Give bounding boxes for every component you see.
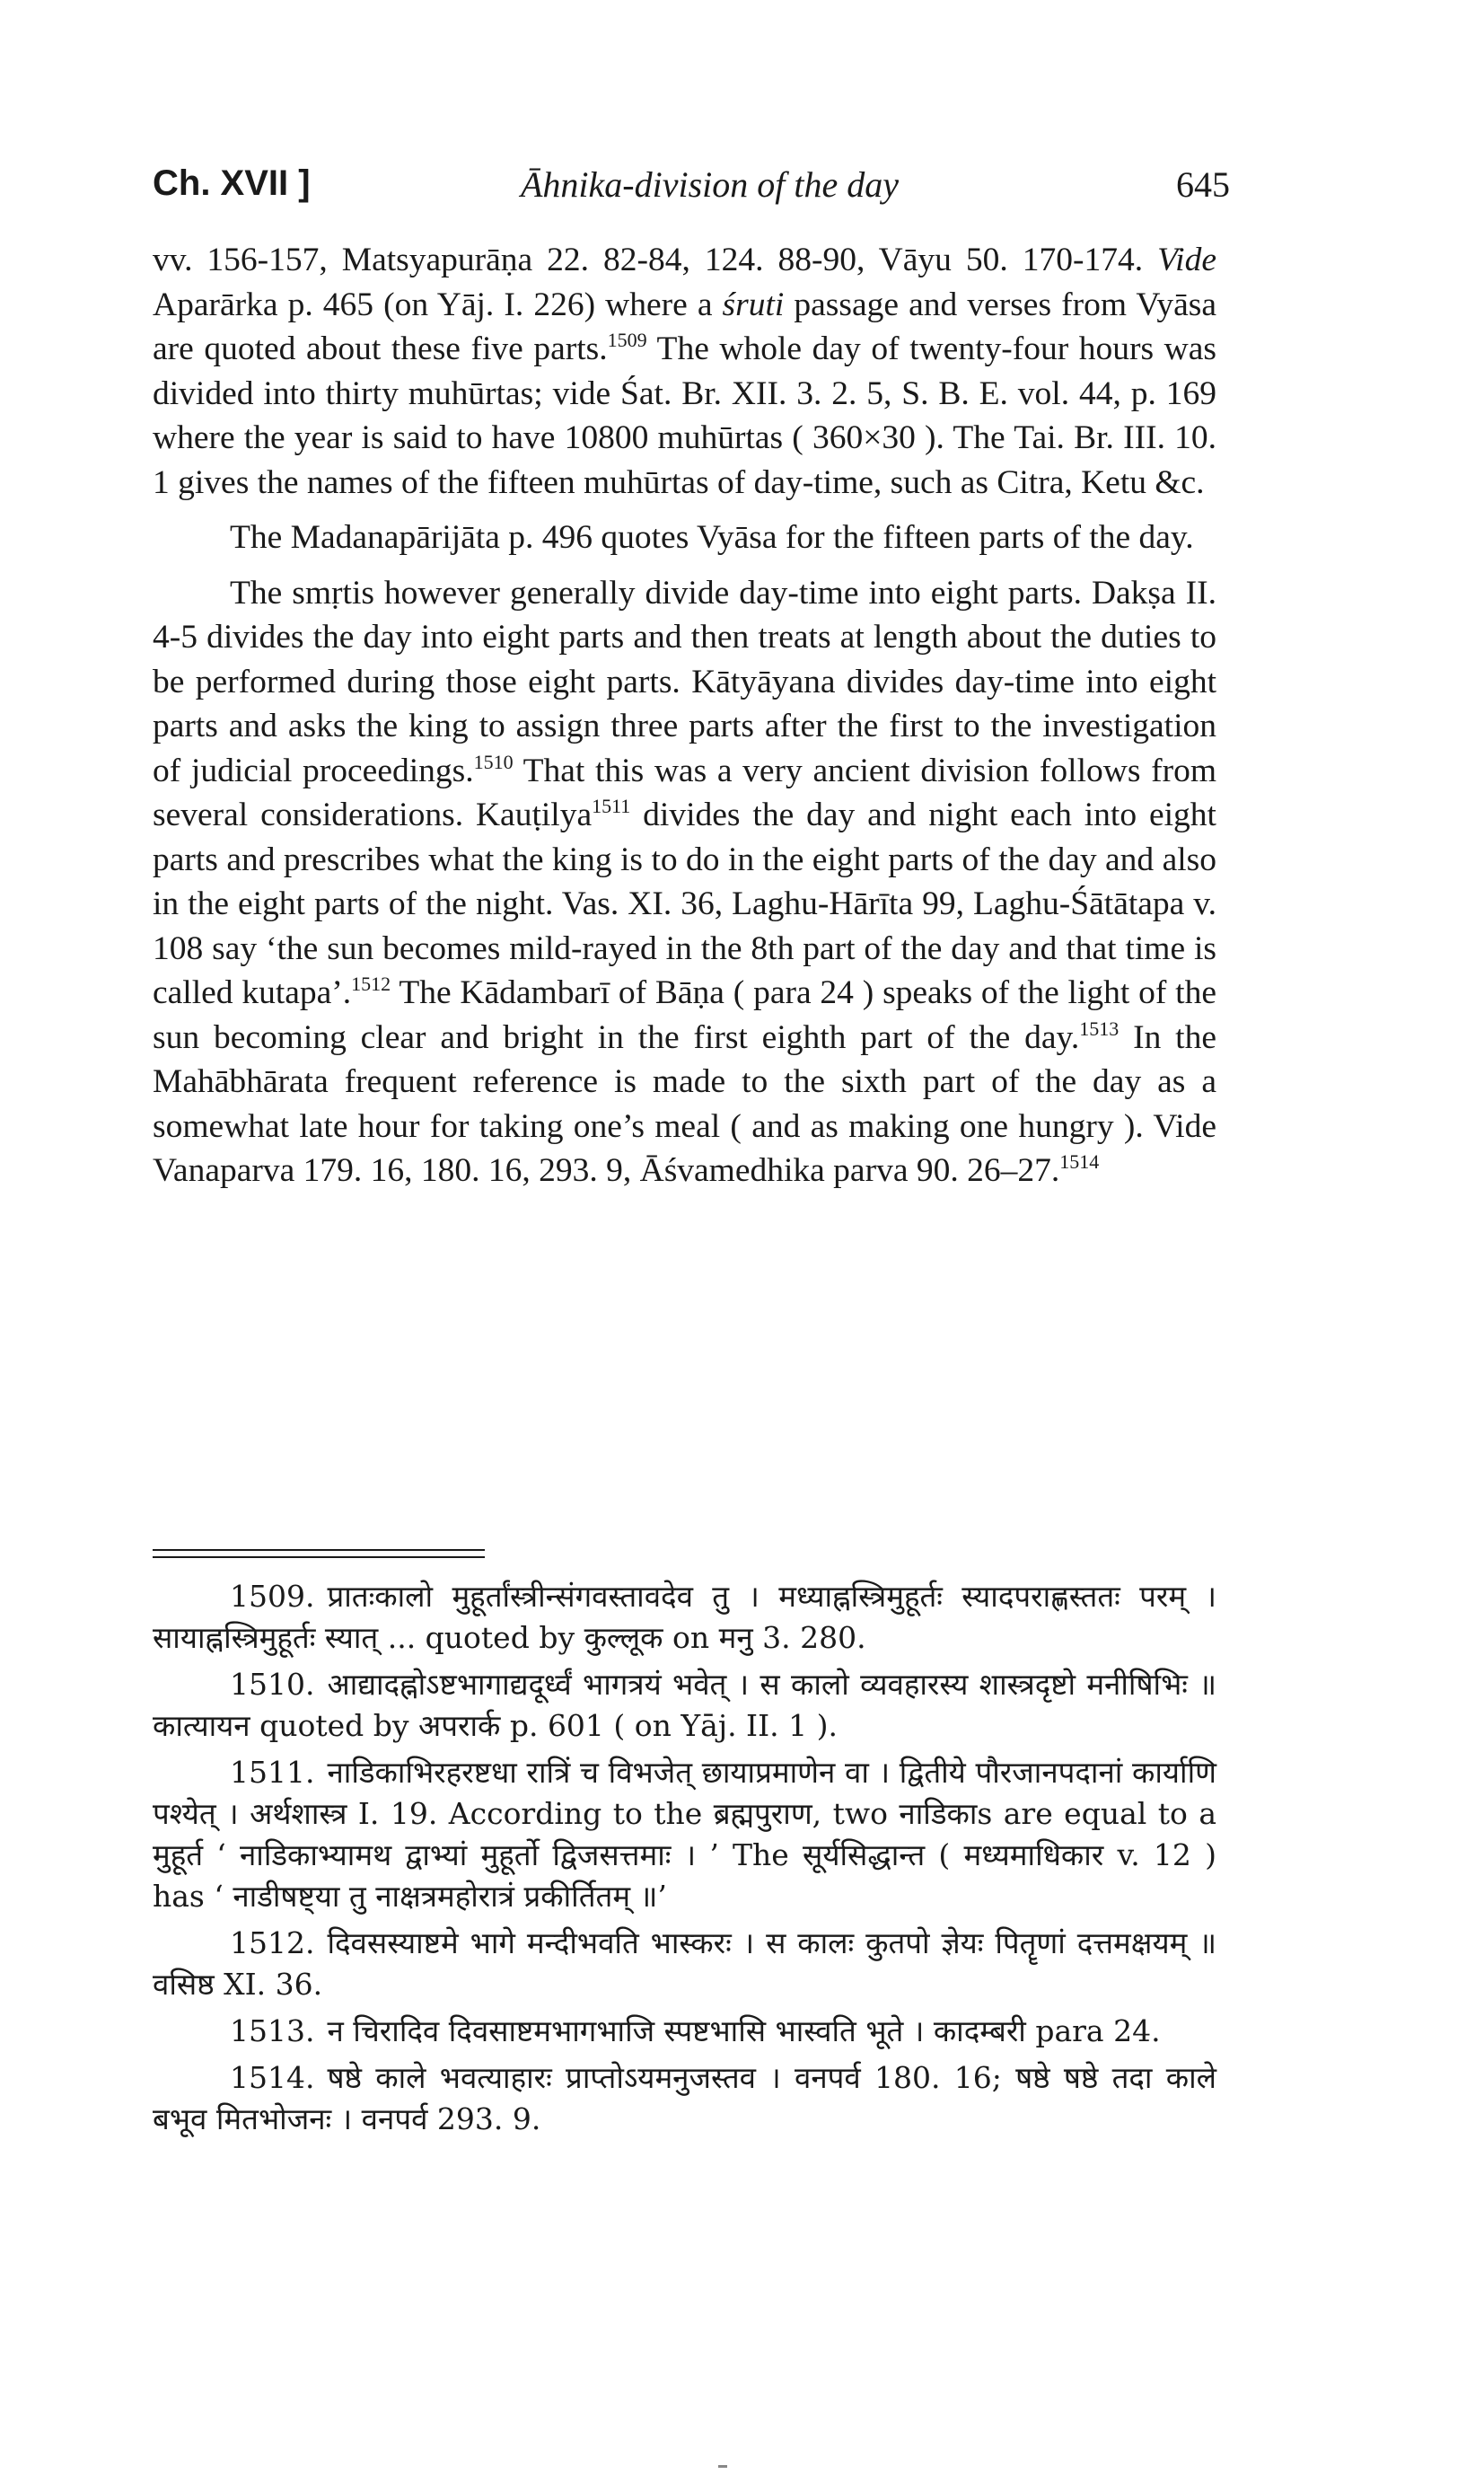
text-run: That this was a very ancient division follows from several considerations. Kauṭilya	[153, 752, 1216, 833]
footnotes	[153, 1576, 1216, 2145]
footnote-text: नाडिकाभिरहरष्टधा रात्रिं च विभजेत् छायाप्रमाणेन वा । द्वितीये पौरजानपदानां कार्याणि पश्येत् । अर्थशास्त्र I. 19. According to the ब्रह्मपुराण, two नाडिकाs are equal to a मुहूर्त ‘ नाडिकाभ्यामथ द्वाभ्यां मुहूर्तो द्विजसत्तमाः । ’ The सूर्यसिद्धान्त ( मध्यमाधिकार v. 12 ) has ‘ नाडीषष्ट्या तु नाक्षत्रमहोरात्रं प्रकीर्तितम् ॥’	[153, 1755, 1216, 1914]
running-header	[153, 163, 1320, 217]
footnote-divider	[153, 1549, 485, 1558]
footnote-text: षष्ठे काले भवत्याहारः प्राप्तोऽयमनुजस्तव । वनपर्व 180. 16; षष्ठे षष्ठे तदा काले बभूव मितभोजनः । वनपर्व 293. 9.	[153, 2060, 1216, 2136]
footnote-1510	[153, 1664, 1216, 1747]
footnote-ref: 1509	[607, 329, 647, 351]
italic-vide: Vide	[1157, 242, 1216, 278]
footnote-1509	[153, 1576, 1216, 1659]
text-run: The smṛtis however generally divide day-time into eight parts. Dakṣa II. 4-5 divides the day into eight parts and then treats at length about the duties to be performed during those eight parts. Kātyāyana divides day-time into eight parts and asks the king to assign three parts after the first to the investigation of judicial proceedings.	[153, 574, 1216, 789]
running-title: Āhnika-division of the day	[521, 164, 900, 205]
text-run: passage and verses from Vyāsa are quoted about these five parts.	[153, 286, 1216, 367]
footnote-number: 1513.	[230, 2013, 315, 2048]
footnote-1514	[153, 2057, 1216, 2140]
paragraph-1	[153, 238, 1216, 505]
footnote-ref: 1511	[592, 795, 631, 817]
footnote-ref: 1514	[1059, 1150, 1100, 1173]
text-run: vv. 156-157, Matsyapurāṇa 22. 82-84, 124. 88-90, Vāyu 50. 170-174.	[153, 242, 1158, 278]
text-run: In the Mahābhārata frequent reference is made to the sixth part of the day as a somewhat late hour for taking one’s meal ( and as making one hungry ). Vide Vanaparva 179. 16, 180. 16, 293. 9, Āśvamedhika parva 90. 26–27.	[153, 1018, 1216, 1189]
paragraph-2: The Madanapārijāta p. 496 quotes Vyāsa for the fifteen parts of the day.	[230, 519, 1194, 556]
page-number: 645	[1176, 164, 1230, 205]
footnote-1511	[153, 1752, 1216, 1917]
footnote-number: 1512.	[230, 1925, 315, 1960]
footnote-text: आद्यादह्नोऽष्टभागाद्यदूर्ध्वं भागत्रयं भवेत् । स कालो व्यवहारस्य शास्त्रदृष्टो मनीषिभिः ॥ कात्यायन quoted by अपरार्क p. 601 ( on Yāj. II. 1 ).	[153, 1667, 1216, 1743]
footnote-1512	[153, 1923, 1216, 2005]
footnote-number: 1510.	[230, 1667, 315, 1702]
footnote-text: दिवसस्याष्टमे भागे मन्दीभवति भास्करः । स कालः कुतपो ज्ञेयः पितॄणां दत्तमक्षयम् ॥ वसिष्ठ XI. 36.	[153, 1925, 1216, 2002]
text-run: The whole day of twenty-four hours was divided into thirty muhūrtas; vide Śat. Br. XII. 3. 2. 5, S. B. E. vol. 44, p. 169 where the year is said to have 10800 muhūrtas ( 360×30 ). The Tai. Br. III. 10. 1 gives the names of the fifteen muhūrtas of day-time, such as Citra, Ketu &c.	[153, 330, 1217, 501]
text-run: divides the day and night each into eight parts and prescribes what the king is to do in the eight parts of the day and also in the eight parts of the night. Vas. XI. 36, Laghu-Hārīta 99, Laghu-Śātātapa v. 108 say ‘the sun becomes mild-rayed in the 8th part of the day and that time is called kutapa’.	[153, 797, 1216, 1011]
paragraph-3	[153, 571, 1216, 1193]
footnote-number: 1511.	[230, 1755, 315, 1790]
text-run: Aparārka p. 465 (on Yāj. I. 226) where a	[153, 286, 723, 323]
scan-mark	[718, 2465, 727, 2468]
footnote-text: प्रातःकालो मुहूर्तांस्त्रीन्संगवस्तावदेव तु । मध्याह्नस्त्रिमुहूर्तः स्यादपराह्णस्ततः परम् । सायाह्नस्त्रिमुहूर्तः स्यात् ... quoted by कुल्लूक on मनु 3. 280.	[153, 1579, 1216, 1655]
chapter-label: Ch. XVII ]	[153, 163, 311, 203]
footnote-1513	[153, 2011, 1216, 2052]
footnote-ref: 1510	[473, 750, 514, 773]
footnote-ref: 1512	[351, 973, 391, 995]
footnote-number: 1514.	[230, 2060, 315, 2095]
main-text	[153, 238, 1216, 1193]
footnote-ref: 1513	[1079, 1017, 1120, 1040]
text-run: The Kādambarī of Bāṇa ( para 24 ) speaks of the light of the sun becoming clear and bright in the first eighth part of the day.	[153, 974, 1216, 1056]
italic-sruti: śruti	[722, 286, 785, 323]
footnote-number: 1509.	[230, 1579, 315, 1614]
footnote-text: न चिरादिव दिवसाष्टमभागभाजि स्पष्टभासि भास्वति भूते । कादम्बरी para 24.	[327, 2013, 1161, 2048]
